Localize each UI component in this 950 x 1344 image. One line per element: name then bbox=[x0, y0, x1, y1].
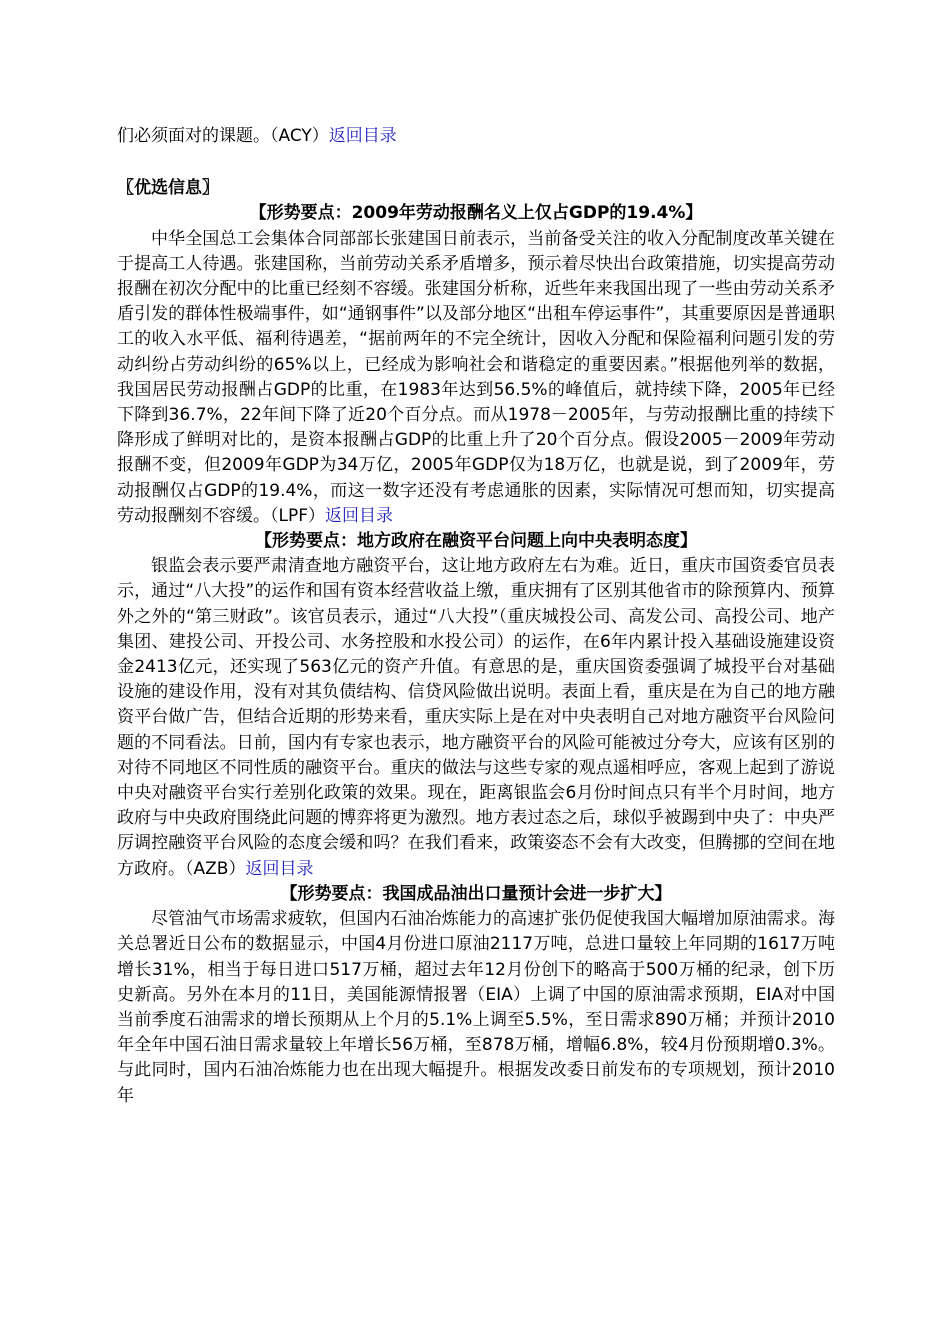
intro-paragraph bbox=[117, 124, 835, 149]
section-label: 〖优选信息〗 bbox=[117, 178, 219, 199]
article-title-local-financing: 【形势要点：地方政府在融资平台问题上向中央表明态度】 bbox=[255, 531, 697, 552]
article-text: 中华全国总工会集体合同部部长张建国日前表示，当前备受关注的收入分配制度改革关键在于提高工人待遇。张建国称，当前劳动关系矛盾增多，预示着尽快出台政策措施，切实提高劳动报酬在初次分配中的比重已经刻不容缓。张建国分析称，近些年来我国出现了一些由劳动关系矛盾引发的群体性极端事件，如“通钢事件”以及部分地区“出租车停运事件”，其重要原因是普通职工的收入水平低、福利待遇差，“据前两年的不完全统计，因收入分配和保险福利问题引发的劳动纠纷占劳动纠纷的65%以上，已经成为影响社会和谐稳定的重要因素。”根据他列举的数据，我国居民劳动报酬占GDP的比重，在1983年达到56.5%的峰值后，就持续下降，2005年已经下降到36.7%，22年间下降了近20个百分点。而从1978－2005年，与劳动报酬比重的持续下降形成了鲜明对比的，是资本报酬占GDP的比重上升了20个百分点。假设2005－2009年劳动报酬不变，但2009年GDP为34万亿，2005年GDP仅为18万亿，也就是说，到了2009年，劳动报酬仅占GDP的19.4%，而这一数字还没有考虑通胀的因素，实际情况可想而知，切实提高劳动报酬刻不容缓。（LPF） bbox=[117, 228, 835, 526]
section-spacer bbox=[117, 149, 835, 176]
back-to-contents-link[interactable]: 返回目录 bbox=[245, 858, 314, 879]
document-page bbox=[117, 124, 835, 1109]
article-body-local-financing bbox=[117, 554, 835, 882]
article-title-refined-oil-export: 【形势要点：我国成品油出口量预计会进一步扩大】 bbox=[280, 883, 672, 904]
article-body-refined-oil-export bbox=[117, 907, 835, 1109]
article-text: 尽管油气市场需求疲软，但国内石油冶炼能力的高速扩张仍促使我国大幅增加原油需求。海关总署近日公布的数据显示，中国4月份进口原油2117万吨，总进口量较上年同期的1617万吨增长31%，相当于每日进口517万桶，超过去年12月份创下的略高于500万桶的纪录，创下历史新高。另外在本月的11日，美国能源情报署（EIA）上调了中国的原油需求预期，EIA对中国当前季度石油需求的增长预期从上个月的5.1%上调至5.5%，至日需求890万桶；并预计2010年全年中国石油日需求量较上年增长56万桶，至878万桶，增幅6.8%，较4月份预期增0.3%。与此同时，国内石油冶炼能力也在出现大幅提升。根据发改委日前发布的专项规划，预计2010年 bbox=[117, 909, 835, 1106]
article-body-labor-share bbox=[117, 227, 835, 529]
intro-text: 们必须面对的课题。（ACY） bbox=[117, 126, 329, 146]
article-title-labor-share: 【形势要点：2009年劳动报酬名义上仅占GDP的19.4%】 bbox=[249, 203, 703, 224]
article-text: 银监会表示要严肃清查地方融资平台，这让地方政府左右为难。近日，重庆市国资委官员表示，通过“八大投”的运作和国有资本经营收益上缴，重庆拥有了区别其他省市的除预算内、预算外之外的“第三财政”。该官员表示，通过“八大投”（重庆城投公司、高发公司、高投公司、地产集团、建投公司、开投公司、水务控股和水投公司）的运作，在6年内累计投入基础设施建设资金2413亿元，还实现了563亿元的资产升值。有意思的是，重庆国资委强调了城投平台对基础设施的建设作用，没有对其负债结构、信贷风险做出说明。表面上看，重庆是在为自己的地方融资平台做广告，但结合近期的形势来看，重庆实际上是在对中央表明自己对地方融资平台风险问题的不同看法。日前，国内有专家也表示，地方融资平台的风险可能被过分夸大，应该有区别的对待不同地区不同性质的融资平台。重庆的做法与这些专家的观点遥相呼应，客观上起到了游说中央对融资平台实行差别化政策的效果。现在，距离银监会6月份时间点只有半个月时间，地方政府与中央政府围绕此问题的博弈将更为激烈。地方表过态之后，球似乎被踢到中央了：中央严厉调控融资平台风险的态度会缓和吗？在我们看来，政策姿态不会有大改变，但腾挪的空间在地方政府。（AZB） bbox=[117, 556, 835, 879]
back-to-contents-link[interactable]: 返回目录 bbox=[328, 126, 397, 146]
back-to-contents-link[interactable]: 返回目录 bbox=[325, 505, 394, 526]
